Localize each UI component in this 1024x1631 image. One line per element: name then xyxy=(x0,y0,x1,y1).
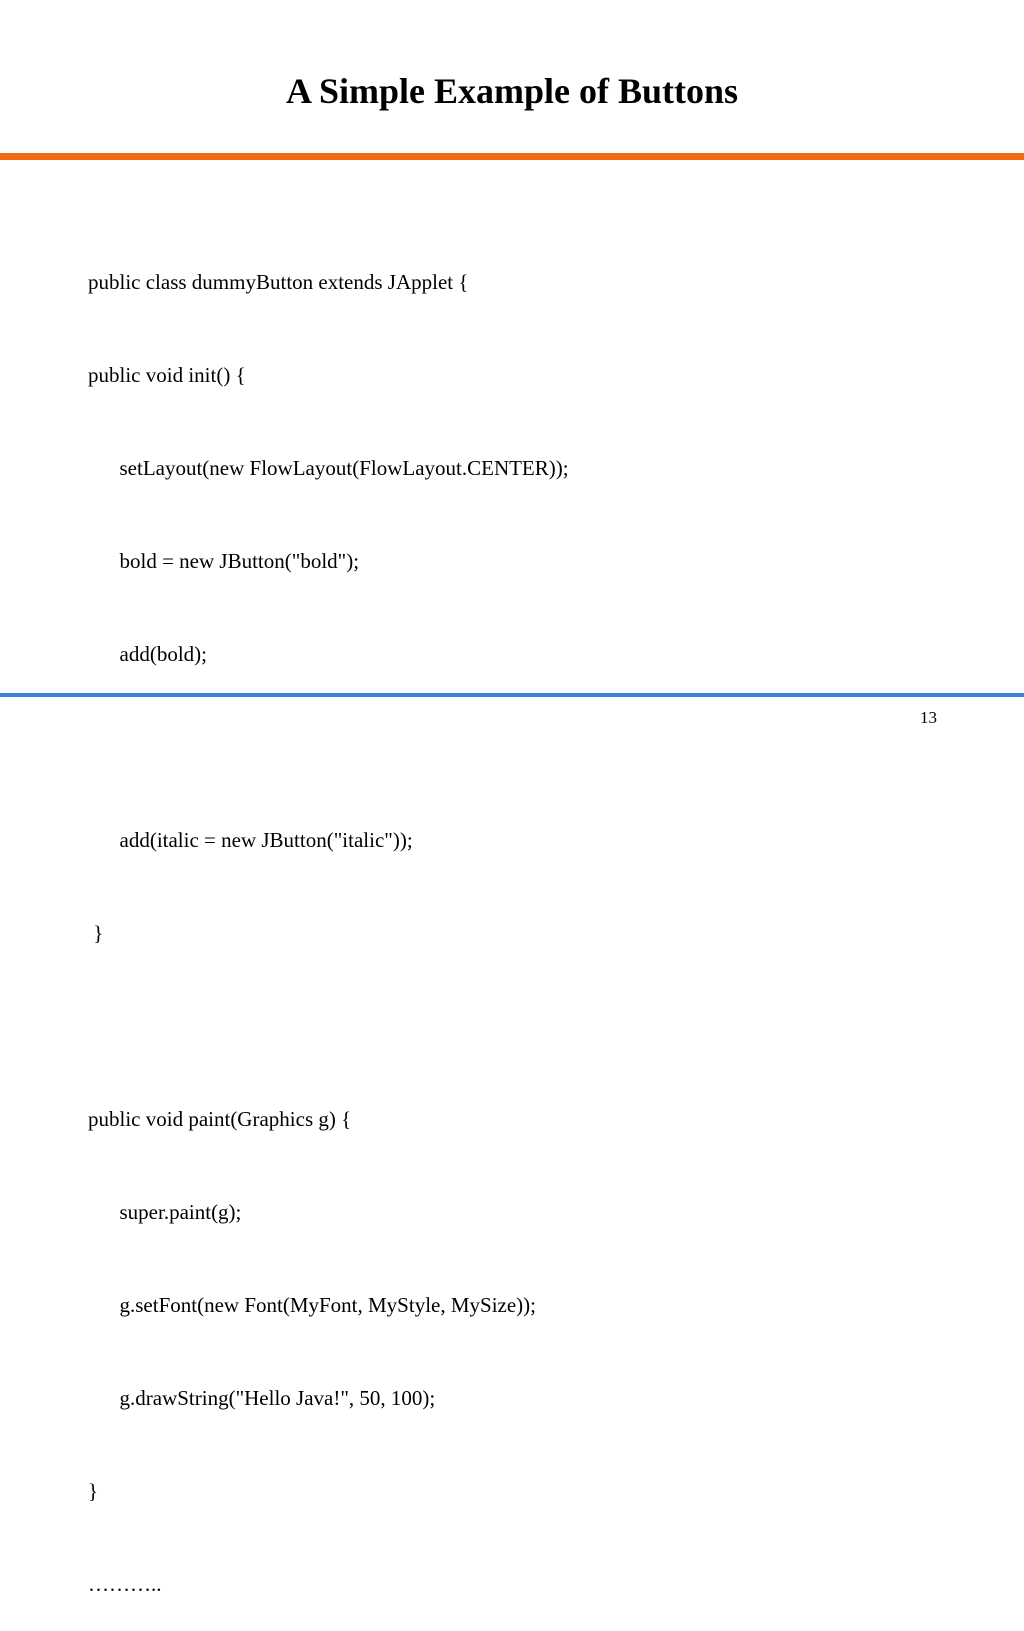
code-line: setLayout(new FlowLayout(FlowLayout.CENTER)); xyxy=(88,456,569,480)
code-line: public void paint(Graphics g) { xyxy=(88,1107,352,1131)
code-line: public void init() { xyxy=(88,363,246,387)
page-number: 13 xyxy=(920,708,937,727)
code-line-ellipsis: ……….. xyxy=(88,1572,162,1596)
blue-divider xyxy=(0,693,1024,697)
code-line: public class dummyButton extends JApplet { xyxy=(88,270,469,294)
code-line: g.drawString("Hello Java!", 50, 100); xyxy=(88,1386,436,1410)
code-line: } xyxy=(88,1479,99,1503)
code-line-blank xyxy=(88,732,968,763)
code-line: add(italic = new JButton("italic")); xyxy=(88,828,413,852)
code-block xyxy=(88,205,968,1631)
code-line: g.setFont(new Font(MyFont, MyStyle, MySize)); xyxy=(88,1293,537,1317)
code-line-blank xyxy=(88,1011,968,1042)
code-line: bold = new JButton("bold"); xyxy=(88,549,360,573)
orange-divider xyxy=(0,153,1024,160)
code-line: super.paint(g); xyxy=(88,1200,242,1224)
slide-title: A Simple Example of Buttons xyxy=(285,71,739,111)
code-line: } xyxy=(88,921,104,945)
code-line: add(bold); xyxy=(88,642,207,666)
